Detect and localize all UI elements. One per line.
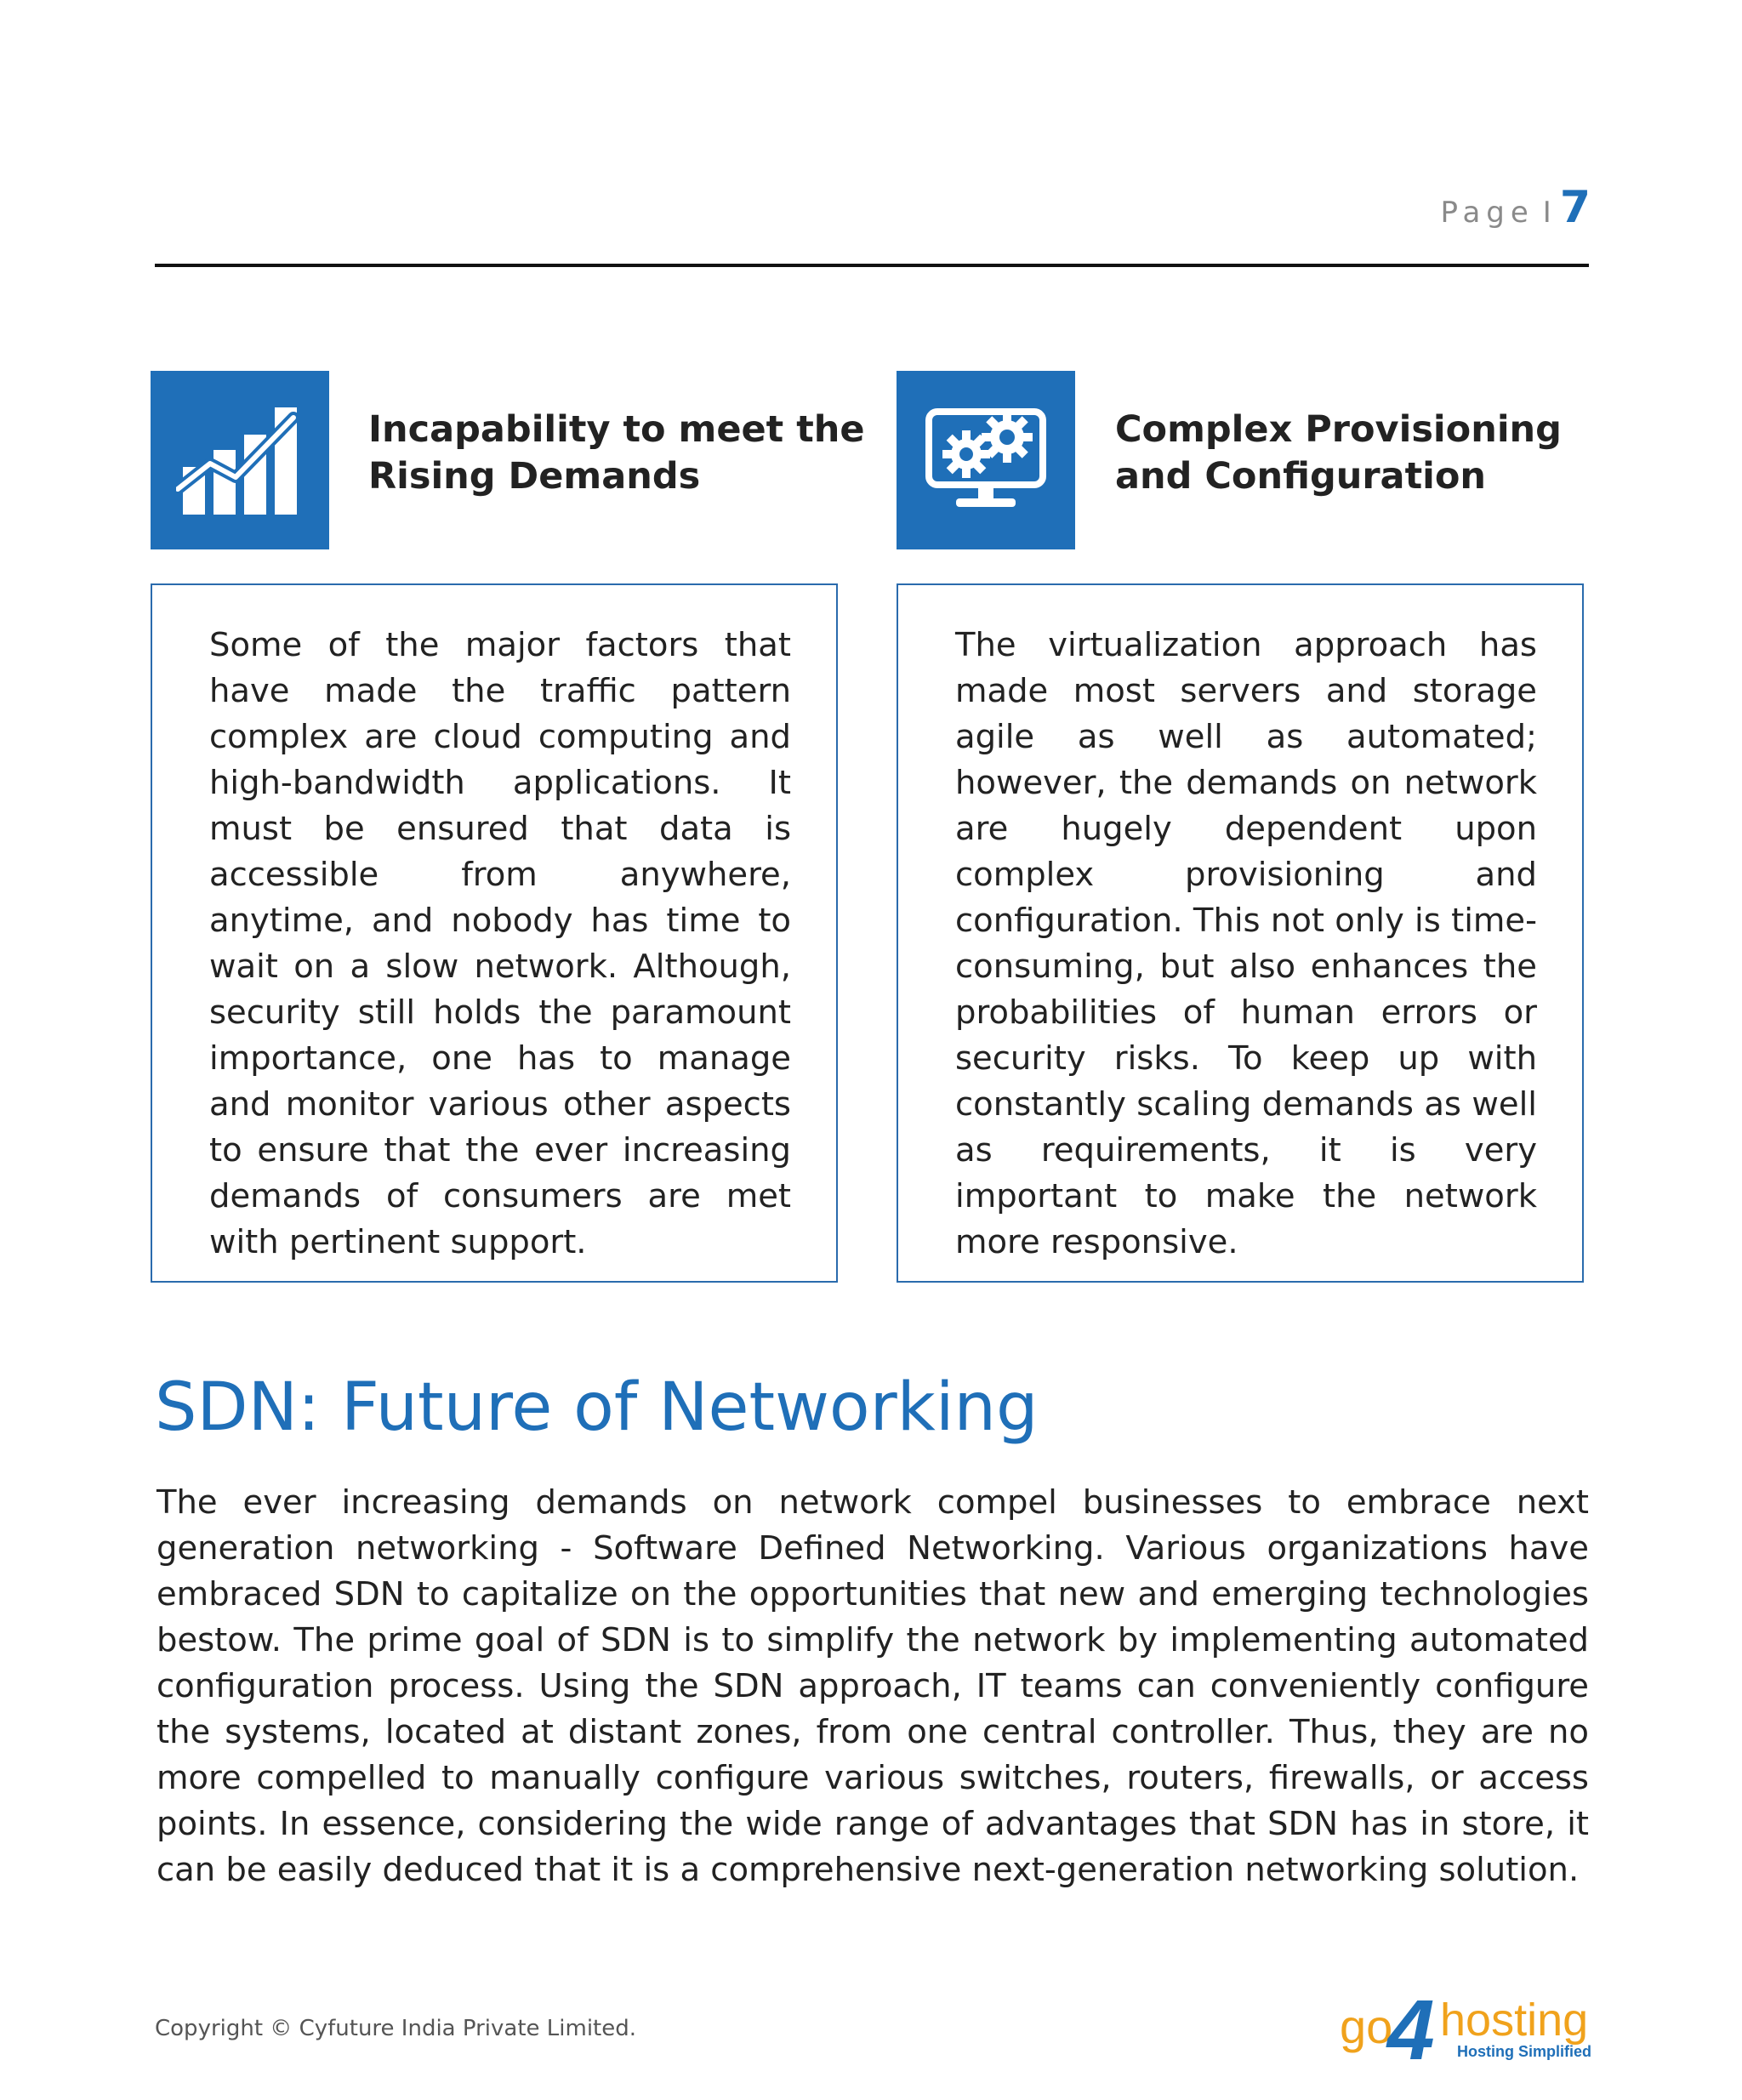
page-word: Page [1440, 196, 1534, 230]
card-body-provisioning: The virtualization approach has made most servers and storage agile as well as automated; however, the demands on network are hugely dependent upon complex provisioning and configuration. This not only is time-consuming, but also enhances the probabilities of human errors or security risks. To keep up with constantly scaling demands as well as requirements, it is very important to make the network more responsive. [955, 626, 1537, 1261]
logo-hosting: hosting [1440, 1995, 1589, 2046]
bar-chart-growth-icon [151, 371, 329, 549]
logo-tagline: Hosting Simplified [1457, 2043, 1592, 2060]
monitor-gears-icon [897, 371, 1075, 549]
section-body: The ever increasing demands on network compel businesses to embrace next generation networking - Software Defined Networking. Various organizations have embraced SDN to capitalize on the opportunities that new and emerging technologies bestow. The prime goal of SDN is to simplify the network by implementing automated configuration process. Using the SDN approach, IT teams can conveniently configure the systems, located at distant zones, from one central controller. Thus, they are no more compelled to manually configure various switches, routers, firewalls, or access points. In essence, considering the wide range of advantages that SDN has in store, it can be easily deduced that it is a comprehensive next-generation networking solution. [157, 1483, 1589, 1889]
page-number-label [1440, 179, 1591, 233]
copyright-text: Copyright © Cyfuture India Private Limited. [155, 2016, 636, 2041]
card-title-line: and Configuration [1115, 455, 1487, 498]
card-title-line: Rising Demands [368, 455, 701, 498]
header-divider [155, 264, 1589, 267]
card-provisioning [897, 583, 1584, 1283]
page-number: 7 [1559, 182, 1591, 233]
section-title: SDN: Future of Networking [155, 1369, 1039, 1446]
page-separator: I [1542, 196, 1551, 230]
card-body-demands: Some of the major factors that have made the traffic pattern complex are cloud computing and high-bandwidth applications. It must be ensured that data is accessible from anywhere, anytime, and nobody has time to wait on a slow network. Although, security still holds the paramount importance, one has to manage and monitor various other aspects to ensure that the ever increasing demands of consumers are met with pertinent support. [209, 626, 791, 1261]
card-demands [151, 583, 838, 1283]
logo-4: 4 [1387, 1983, 1435, 2078]
logo-go: go [1340, 2000, 1393, 2053]
card-title-demands [368, 407, 865, 500]
card-title-line: Incapability to meet the [368, 408, 865, 451]
card-title-line: Complex Provisioning [1115, 408, 1562, 451]
go4hosting-logo [1340, 1982, 1595, 2078]
card-title-provisioning [1115, 407, 1562, 500]
